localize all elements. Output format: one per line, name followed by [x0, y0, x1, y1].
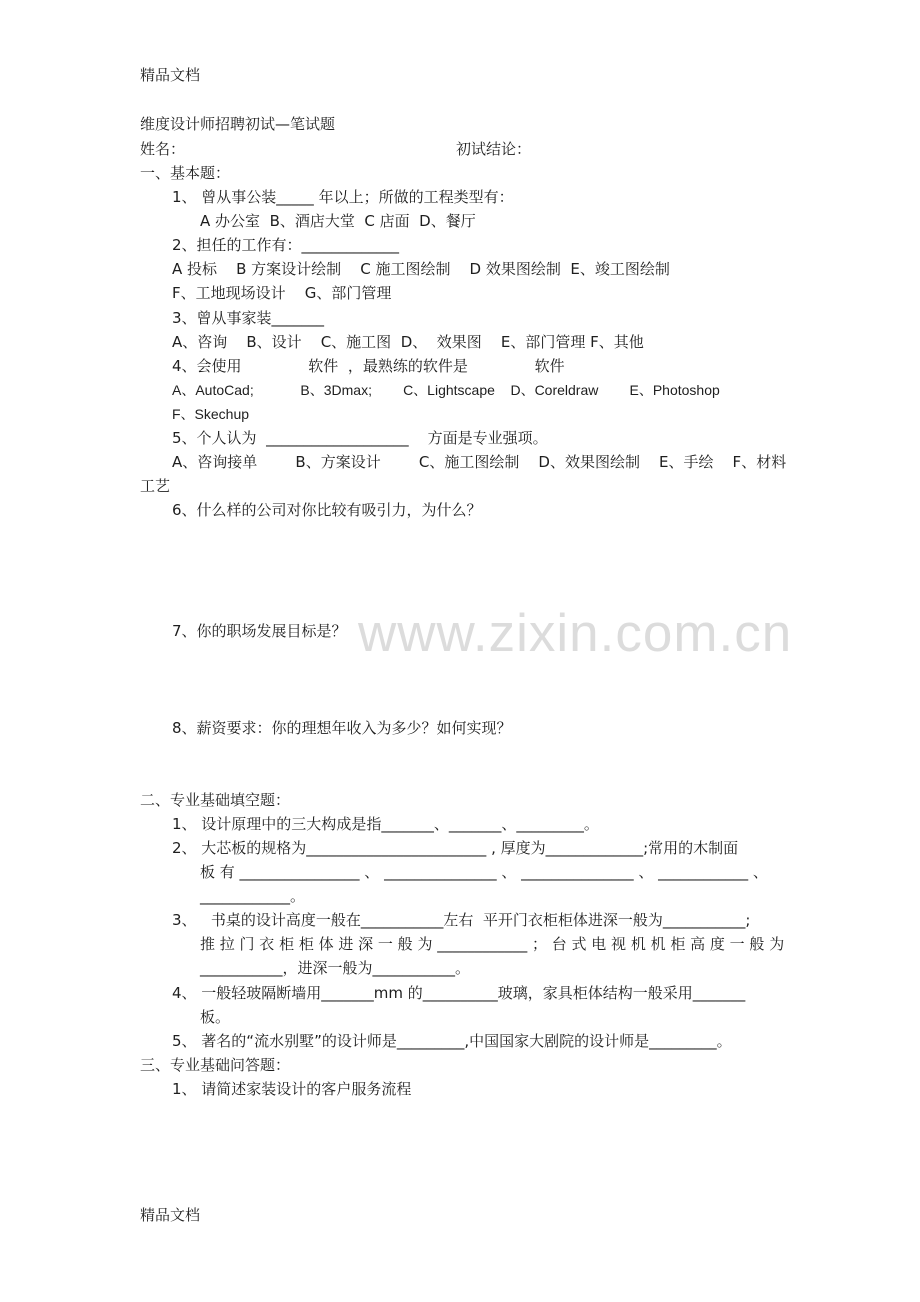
- question-2-options-1: A 投标 B 方案设计绘制 C 施工图绘制 D 效果图绘制 E、竣工图绘制: [172, 260, 670, 278]
- conclusion-label: 初试结论：: [456, 140, 532, 158]
- fill-5: 5、 著名的“流水别墅”的设计师是_________,中国国家大剧院的设计师是_________。: [172, 1032, 732, 1050]
- question-6: 6、什么样的公司对你比较有吸引力，为什么？: [172, 501, 482, 519]
- question-5-options-2: 工艺: [140, 477, 171, 495]
- fill-3-line-2: 推 拉 门 衣 柜 柜 体 进 深 一 般 为 ____________ ； 台 式 电 视 机 机 柜 高 度 一 般 为: [200, 935, 785, 953]
- question-5: 5、个人认为 ___________________ 方面是专业强项。: [172, 429, 548, 447]
- question-3: 3、曾从事家装_______: [172, 309, 325, 327]
- fill-1: 1、 设计原理中的三大构成是指_______、_______、_________。: [172, 815, 599, 833]
- page-footer: 精品文档: [140, 1206, 201, 1224]
- question-7: 7、你的职场发展目标是？: [172, 622, 347, 640]
- question-4-options-2: F、Skechup: [172, 406, 250, 422]
- fill-2-line-3: ____________。: [200, 887, 306, 905]
- question-8: 8、薪资要求：你的理想年收入为多少？如何实现？: [172, 719, 512, 737]
- fill-2-line-2: 板 有 ________________ 、 _______________ 、 _______________ 、 ____________ 、: [200, 863, 768, 881]
- question-4-options-1: A、AutoCad; B、3Dmax; C、Lightscape D、Coreldraw E、Photoshop: [172, 382, 720, 398]
- fill-4-line-1: 4、 一般轻玻隔断墙用_______mm 的__________玻璃，家具柜体结构一般采用_______: [172, 984, 746, 1002]
- section-1-heading: 一、基本题：: [140, 164, 231, 182]
- question-2-options-2: F、工地现场设计 G、部门管理: [172, 284, 392, 302]
- page-title: 维度设计师招聘初试—笔试题: [140, 115, 336, 133]
- question-1-options: A 办公室 B、酒店大堂 C 店面 D、餐厅: [200, 212, 476, 230]
- fill-2-line-1: 2、 大芯板的规格为________________________ , 厚度为_____________;常用的木制面: [172, 839, 739, 857]
- question-4: 4、会使用 软件 ，最熟练的软件是 软件: [172, 357, 565, 375]
- question-3-options: A、咨询 B、设计 C、施工图 D、 效果图 E、部门管理 F、其他: [172, 333, 644, 351]
- section-2-heading: 二、专业基础填空题：: [140, 791, 291, 809]
- fill-4-line-2: 板。: [200, 1008, 231, 1026]
- section-3-heading: 三、专业基础问答题：: [140, 1056, 291, 1074]
- fill-3-line-1: 3、 书桌的设计高度一般在___________左右 平开门衣柜柜体进深一般为___________;: [172, 911, 751, 929]
- fill-3-line-3: ___________，进深一般为___________。: [200, 959, 471, 977]
- name-label: 姓名：: [140, 140, 186, 158]
- watermark: www.zixin.com.cn: [358, 604, 793, 663]
- page-header: 精品文档: [140, 66, 201, 84]
- question-2: 2、担任的工作有：_____________: [172, 236, 400, 254]
- question-5-options-1: A、咨询接单 B、方案设计 C、施工图绘制 D、效果图绘制 E、手绘 F、材料: [172, 453, 787, 471]
- answer-1: 1、 请简述家装设计的客户服务流程: [172, 1080, 412, 1098]
- question-1: 1、 曾从事公装_____ 年以上；所做的工程类型有：: [172, 188, 514, 206]
